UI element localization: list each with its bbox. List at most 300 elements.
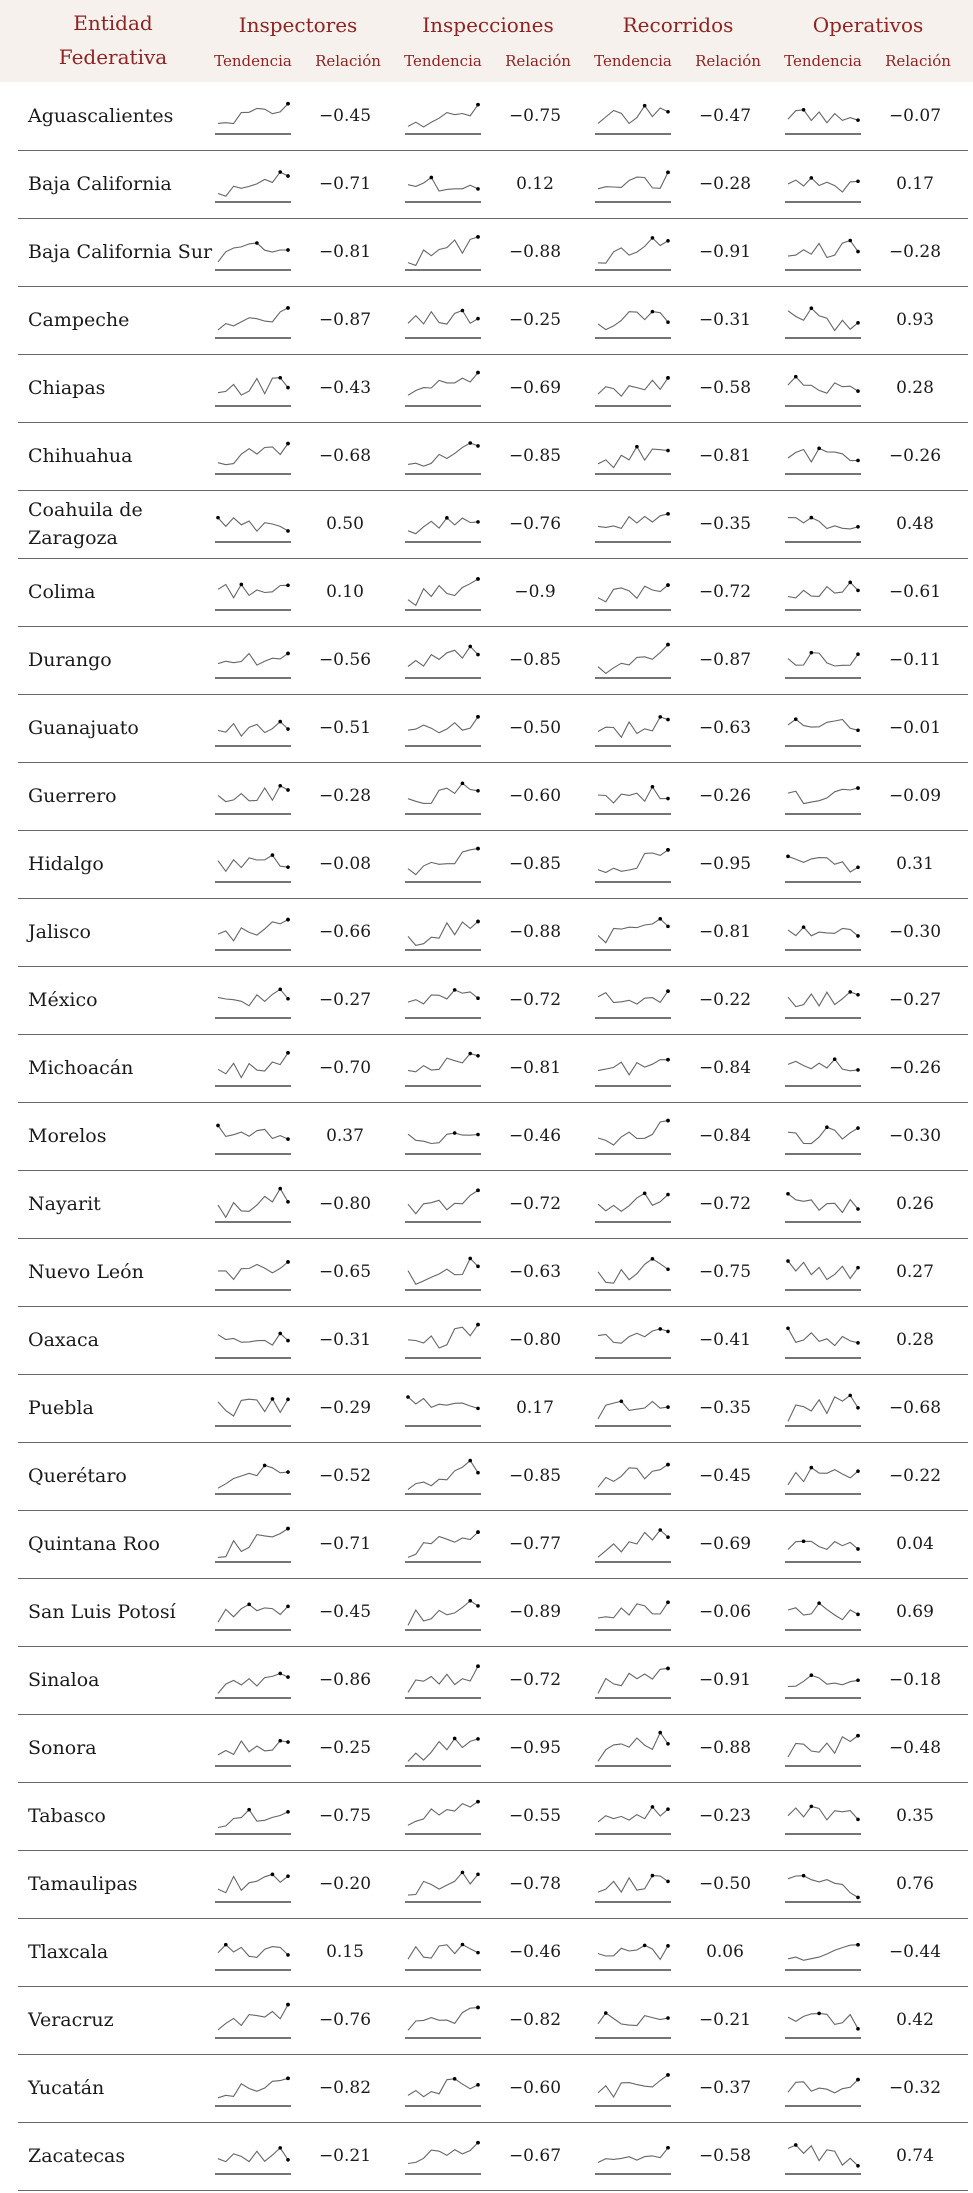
sparkline-point — [666, 512, 670, 516]
sparkline-point — [286, 652, 290, 656]
trend-sparkline — [215, 1522, 293, 1566]
trend-sparkline — [215, 298, 293, 342]
trend-sparkline — [595, 910, 673, 954]
state-name: Hidalgo — [28, 853, 104, 875]
header-recorridos: Recorridos — [622, 13, 734, 37]
sparkline-line — [788, 992, 858, 1007]
trend-sparkline — [785, 1590, 863, 1634]
state-name: Morelos — [28, 1125, 107, 1147]
sparkline-line — [218, 1529, 288, 1558]
sparkline-point — [476, 371, 480, 375]
trend-sparkline — [215, 1658, 293, 1702]
sparkline-line — [788, 178, 858, 192]
trend-sparkline — [595, 1522, 673, 1566]
trend-sparkline — [595, 1794, 673, 1838]
sparkline-line — [788, 1194, 858, 1213]
sparkline-point — [278, 720, 282, 724]
relation-value: −0.72 — [508, 1670, 562, 1690]
sparkline-line — [788, 308, 858, 330]
relation-value: −0.51 — [318, 718, 372, 738]
sparkline-point — [476, 1133, 480, 1137]
sparkline-line — [408, 1601, 478, 1626]
trend-sparkline — [405, 978, 483, 1022]
sparkline-point — [856, 728, 860, 732]
sparkline-point — [786, 1326, 790, 1330]
sparkline-point — [453, 1737, 457, 1741]
trend-sparkline — [595, 434, 673, 478]
sparkline-point — [666, 1880, 670, 1884]
relation-value: 0.37 — [326, 1126, 364, 1146]
sparkline-point — [286, 2003, 290, 2007]
sparkline-line — [408, 311, 478, 325]
sparkline-point — [786, 1259, 790, 1263]
sparkline-point — [666, 320, 670, 324]
header-inspectores: Inspectores — [238, 13, 358, 37]
table-row — [18, 422, 968, 491]
sparkline-line — [598, 1193, 668, 1211]
relation-value: −0.60 — [508, 786, 562, 806]
relation-value: −0.21 — [698, 2010, 752, 2030]
trend-sparkline — [595, 1386, 673, 1430]
sparkline-line — [788, 377, 858, 394]
state-name: Nayarit — [28, 1193, 101, 1215]
table-row — [18, 1306, 968, 1375]
trend-sparkline — [785, 842, 863, 886]
sparkline-line — [218, 1674, 288, 1694]
sparkline-line — [788, 1603, 858, 1620]
trend-sparkline — [595, 162, 673, 206]
state-name: Zacatecas — [28, 2145, 126, 2167]
sparkline-point — [666, 1058, 670, 1062]
relation-value: 0.27 — [896, 1262, 934, 1282]
trend-sparkline — [405, 2066, 483, 2110]
relation-value: −0.76 — [318, 2010, 372, 2030]
relation-value: −0.71 — [318, 174, 372, 194]
relation-value: −0.25 — [318, 1738, 372, 1758]
sparkline-line — [408, 2079, 478, 2097]
sparkline-line — [408, 717, 478, 733]
relation-value: −0.31 — [698, 310, 752, 330]
relation-value: −0.69 — [508, 378, 562, 398]
sparkline-point — [476, 317, 480, 321]
trend-sparkline — [405, 638, 483, 682]
sparkline-point — [430, 176, 434, 180]
relation-value: −0.63 — [508, 1262, 562, 1282]
relation-value: −0.41 — [698, 1330, 752, 1350]
sparkline-point — [666, 1600, 670, 1604]
sparkline-line — [218, 104, 288, 124]
relation-value: −0.26 — [888, 446, 942, 466]
trend-sparkline — [405, 1386, 483, 1430]
sparkline-point — [476, 1872, 480, 1876]
relation-value: −0.28 — [888, 242, 942, 262]
relation-value: −0.87 — [698, 650, 752, 670]
sparkline-line — [598, 1602, 668, 1618]
sparkline-point — [286, 529, 290, 533]
table-row — [18, 2054, 968, 2123]
sparkline-point — [286, 442, 290, 446]
relation-value: −0.85 — [508, 650, 562, 670]
trend-sparkline — [405, 1794, 483, 1838]
header-inspecciones: Inspecciones — [422, 13, 554, 37]
trend-sparkline — [215, 1794, 293, 1838]
state-name: México — [28, 989, 98, 1011]
sparkline-point — [461, 1943, 465, 1947]
sparkline-line — [788, 448, 858, 462]
relation-value: 0.17 — [896, 174, 934, 194]
sparkline-line — [598, 1876, 668, 1893]
relation-value: −0.44 — [888, 1942, 942, 1962]
sparkline-point — [666, 718, 670, 722]
relation-value: −0.31 — [318, 1330, 372, 1350]
trend-sparkline — [215, 94, 293, 138]
sparkline-line — [408, 2143, 478, 2164]
relation-value: −0.84 — [698, 1126, 752, 1146]
sparkline-line — [598, 919, 668, 943]
sparkline-point — [286, 1137, 290, 1141]
relation-value: −0.35 — [698, 1398, 752, 1418]
trend-sparkline — [785, 1250, 863, 1294]
sparkline-point — [247, 1808, 251, 1812]
sparkline-line — [788, 1395, 858, 1421]
sparkline-line — [598, 238, 668, 263]
trend-sparkline — [215, 2134, 293, 2178]
sparkline-point — [802, 1539, 806, 1543]
trend-sparkline — [595, 230, 673, 274]
sparkline-point — [810, 516, 814, 520]
sparkline-line — [788, 788, 858, 804]
sparkline-point — [286, 1605, 290, 1609]
sparkline-point — [286, 1200, 290, 1204]
state-name: Campeche — [28, 309, 130, 331]
sparkline-line — [788, 1127, 858, 1143]
relation-value: −0.81 — [508, 1058, 562, 1078]
sparkline-line — [218, 2005, 288, 2030]
sparkline-line — [598, 447, 668, 468]
trend-sparkline — [405, 434, 483, 478]
sparkline-point — [476, 187, 480, 191]
sparkline-line — [598, 1807, 668, 1822]
trend-sparkline — [405, 502, 483, 546]
sparkline-point — [856, 1896, 860, 1900]
table-row — [18, 966, 968, 1035]
trend-sparkline — [215, 366, 293, 410]
sparkline-point — [286, 1398, 290, 1402]
relation-value: 0.28 — [896, 378, 934, 398]
sparkline-point — [856, 1406, 860, 1410]
trend-sparkline — [405, 706, 483, 750]
trend-sparkline — [785, 1998, 863, 2042]
relation-value: −0.30 — [888, 1126, 942, 1146]
sparkline-line — [598, 1329, 668, 1343]
relation-value: −0.72 — [508, 1194, 562, 1214]
trend-sparkline — [215, 502, 293, 546]
sparkline-point — [476, 653, 480, 657]
sparkline-line — [408, 579, 478, 605]
state-name: Baja California Sur — [28, 241, 213, 263]
sparkline-point — [848, 990, 852, 994]
relation-value: −0.72 — [508, 990, 562, 1010]
trend-sparkline — [405, 1590, 483, 1634]
relation-value: −0.60 — [508, 2078, 562, 2098]
relation-value: 0.28 — [896, 1330, 934, 1350]
trend-sparkline — [595, 1658, 673, 1702]
sparkline-line — [218, 786, 288, 802]
trend-sparkline — [785, 774, 863, 818]
sparkline-line — [598, 2148, 668, 2163]
relation-value: −0.29 — [318, 1398, 372, 1418]
sparkline-point — [476, 2141, 480, 2145]
trend-sparkline — [405, 1114, 483, 1158]
relation-value: −0.87 — [318, 310, 372, 330]
trend-sparkline — [785, 1930, 863, 1974]
sparkline-point — [666, 848, 670, 852]
sparkline-line — [598, 378, 668, 396]
sparkline-line — [408, 1872, 478, 1895]
table-row — [18, 1238, 968, 1307]
trend-sparkline — [405, 94, 483, 138]
trend-sparkline — [215, 1726, 293, 1770]
sparkline-point — [286, 584, 290, 588]
sparkline-point — [651, 1874, 655, 1878]
sparkline-line — [598, 1121, 668, 1145]
relation-value: −0.88 — [508, 922, 562, 942]
relation-value: −0.56 — [318, 650, 372, 670]
table-row — [18, 1170, 968, 1239]
sparkline-line — [218, 855, 288, 871]
sparkline-line — [218, 989, 288, 1006]
trend-sparkline — [405, 1046, 483, 1090]
sparkline-line — [218, 1945, 288, 1958]
table-row — [18, 626, 968, 695]
sparkline-point — [286, 727, 290, 731]
header-tendencia-4: Tendencia — [784, 52, 862, 70]
state-name: Colima — [28, 581, 96, 603]
sparkline-point — [278, 2146, 282, 2150]
sparkline-line — [218, 378, 288, 395]
table-row — [18, 1374, 968, 1443]
trend-sparkline — [595, 1318, 673, 1362]
sparkline-line — [788, 1876, 858, 1898]
relation-value: 0.12 — [516, 174, 554, 194]
relation-value: −0.85 — [508, 1466, 562, 1486]
sparkline-point — [848, 239, 852, 243]
state-name: San Luis Potosí — [28, 1601, 176, 1623]
table-row — [18, 150, 968, 219]
sparkline-point — [666, 2073, 670, 2077]
sparkline-line — [788, 2013, 858, 2028]
sparkline-point — [476, 235, 480, 239]
relation-value: −0.22 — [888, 1466, 942, 1486]
relation-value: −0.68 — [888, 1398, 942, 1418]
sparkline-line — [598, 1060, 668, 1075]
sparkline-point — [635, 445, 639, 449]
table-row — [18, 1578, 968, 1647]
sparkline-point — [802, 1874, 806, 1878]
state-name: Guanajuato — [28, 717, 139, 739]
trend-sparkline — [785, 94, 863, 138]
header-tendencia-1: Tendencia — [214, 52, 292, 70]
relation-value: −0.11 — [888, 650, 942, 670]
trend-sparkline — [405, 910, 483, 954]
relation-value: 0.15 — [326, 1942, 364, 1962]
sparkline-point — [476, 1471, 480, 1475]
trend-sparkline — [405, 1250, 483, 1294]
sparkline-point — [651, 1257, 655, 1261]
sparkline-point — [476, 444, 480, 448]
state-name: Yucatán — [28, 2077, 105, 2099]
state-name: Querétaro — [28, 1465, 127, 1487]
sparkline-point — [666, 1944, 670, 1948]
sparkline-point — [240, 583, 244, 587]
trend-sparkline — [215, 1998, 293, 2042]
sparkline-point — [651, 310, 655, 314]
sparkline-point — [271, 1873, 275, 1877]
state-name: Aguascalientes — [28, 105, 174, 127]
relation-value: 0.48 — [896, 514, 934, 534]
sparkline-line — [218, 444, 288, 465]
trend-sparkline — [405, 1522, 483, 1566]
relation-value: 0.42 — [896, 2010, 934, 2030]
table-row — [18, 490, 968, 559]
header-relacion-4: Relación — [885, 52, 951, 70]
sparkline-line — [408, 518, 478, 534]
relation-value: −0.27 — [318, 990, 372, 1010]
sparkline-point — [848, 581, 852, 585]
sparkline-point — [856, 118, 860, 122]
relation-value: −0.28 — [698, 174, 752, 194]
sparkline-point — [802, 925, 806, 929]
sparkline-point — [216, 1124, 220, 1128]
trend-sparkline — [405, 842, 483, 886]
trend-sparkline — [215, 1182, 293, 1226]
trend-sparkline — [595, 1862, 673, 1906]
relation-value: −0.65 — [318, 1262, 372, 1282]
sparkline-point — [643, 1192, 647, 1196]
sparkline-line — [218, 518, 288, 532]
trend-sparkline — [595, 1998, 673, 2042]
relation-value: −0.50 — [698, 1874, 752, 1894]
sparkline-line — [598, 106, 668, 124]
table-row — [18, 1102, 968, 1171]
sparkline-line — [218, 1465, 288, 1488]
sparkline-point — [476, 1265, 480, 1269]
sparkline-point — [658, 715, 662, 719]
sparkline-point — [666, 989, 670, 993]
sparkline-point — [620, 1399, 624, 1403]
state-name: Baja California — [28, 173, 172, 195]
relation-value: −0.72 — [698, 1194, 752, 1214]
sparkline-line — [408, 105, 478, 127]
table-row — [18, 830, 968, 899]
trend-sparkline — [215, 1386, 293, 1430]
sparkline-point — [476, 1951, 480, 1955]
relation-value: −0.46 — [508, 1942, 562, 1962]
sparkline-point — [856, 1469, 860, 1473]
sparkline-point — [224, 1943, 228, 1947]
sparkline-line — [788, 582, 858, 598]
sparkline-point — [278, 1332, 282, 1336]
relation-value: −0.85 — [508, 854, 562, 874]
trend-sparkline — [595, 570, 673, 614]
sparkline-line — [788, 1468, 858, 1485]
sparkline-line — [218, 722, 288, 737]
sparkline-point — [856, 321, 860, 325]
sparkline-point — [468, 1052, 472, 1056]
header-entity: Entidad Federativa — [58, 11, 168, 69]
sparkline-point — [856, 589, 860, 593]
sparkline-line — [598, 1530, 668, 1557]
relation-value: 0.26 — [896, 1194, 934, 1214]
sparkline-point — [666, 2016, 670, 2020]
relation-value: 0.74 — [896, 2146, 934, 2166]
sparkline-line — [408, 177, 478, 191]
sparkline-point — [216, 516, 220, 520]
relation-value: −0.80 — [508, 1330, 562, 1350]
relation-value: −0.32 — [888, 2078, 942, 2098]
sparkline-line — [788, 1059, 858, 1071]
sparkline-point — [286, 865, 290, 869]
relation-value: −0.21 — [318, 2146, 372, 2166]
sparkline-point — [286, 1470, 290, 1474]
relation-value: −0.76 — [508, 514, 562, 534]
sparkline-point — [286, 174, 290, 178]
sparkline-line — [408, 1532, 478, 1557]
relation-value: −0.58 — [698, 378, 752, 398]
trend-sparkline — [595, 1726, 673, 1770]
sparkline-line — [598, 787, 668, 803]
trend-sparkline — [215, 1454, 293, 1498]
sparkline-point — [810, 1805, 814, 1809]
relation-value: 0.35 — [896, 1806, 934, 1826]
sparkline-point — [286, 1675, 290, 1679]
sparkline-point — [856, 525, 860, 529]
sparkline-line — [598, 514, 668, 529]
sparkline-line — [788, 241, 858, 258]
sparkline-point — [666, 1807, 670, 1811]
sparkline-point — [856, 2078, 860, 2082]
sparkline-point — [856, 1613, 860, 1617]
trend-sparkline — [785, 910, 863, 954]
sparkline-line — [218, 1874, 288, 1892]
sparkline-point — [817, 2012, 821, 2016]
trend-sparkline — [405, 1182, 483, 1226]
trend-sparkline — [595, 638, 673, 682]
trend-sparkline — [785, 1454, 863, 1498]
relation-value: −0.20 — [318, 1874, 372, 1894]
sparkline-point — [286, 2077, 290, 2081]
table-row — [18, 1986, 968, 2055]
sparkline-point — [468, 1459, 472, 1463]
relation-value: 0.50 — [326, 514, 364, 534]
trend-sparkline — [595, 1250, 673, 1294]
state-name: Chihuahua — [28, 445, 133, 467]
sparkline-line — [218, 585, 288, 598]
sparkline-line — [218, 308, 288, 330]
header-relacion-2: Relación — [505, 52, 571, 70]
sparkline-line — [788, 1675, 858, 1686]
relation-value: −0.07 — [888, 106, 942, 126]
sparkline-point — [658, 1528, 662, 1532]
sparkline-point — [476, 2006, 480, 2010]
sparkline-line — [408, 1739, 478, 1762]
trend-sparkline — [785, 1862, 863, 1906]
sparkline-point — [476, 1189, 480, 1193]
relation-value: −0.25 — [508, 310, 562, 330]
relation-value: −0.81 — [698, 922, 752, 942]
trend-sparkline — [595, 2066, 673, 2110]
relation-value: 0.31 — [896, 854, 934, 874]
